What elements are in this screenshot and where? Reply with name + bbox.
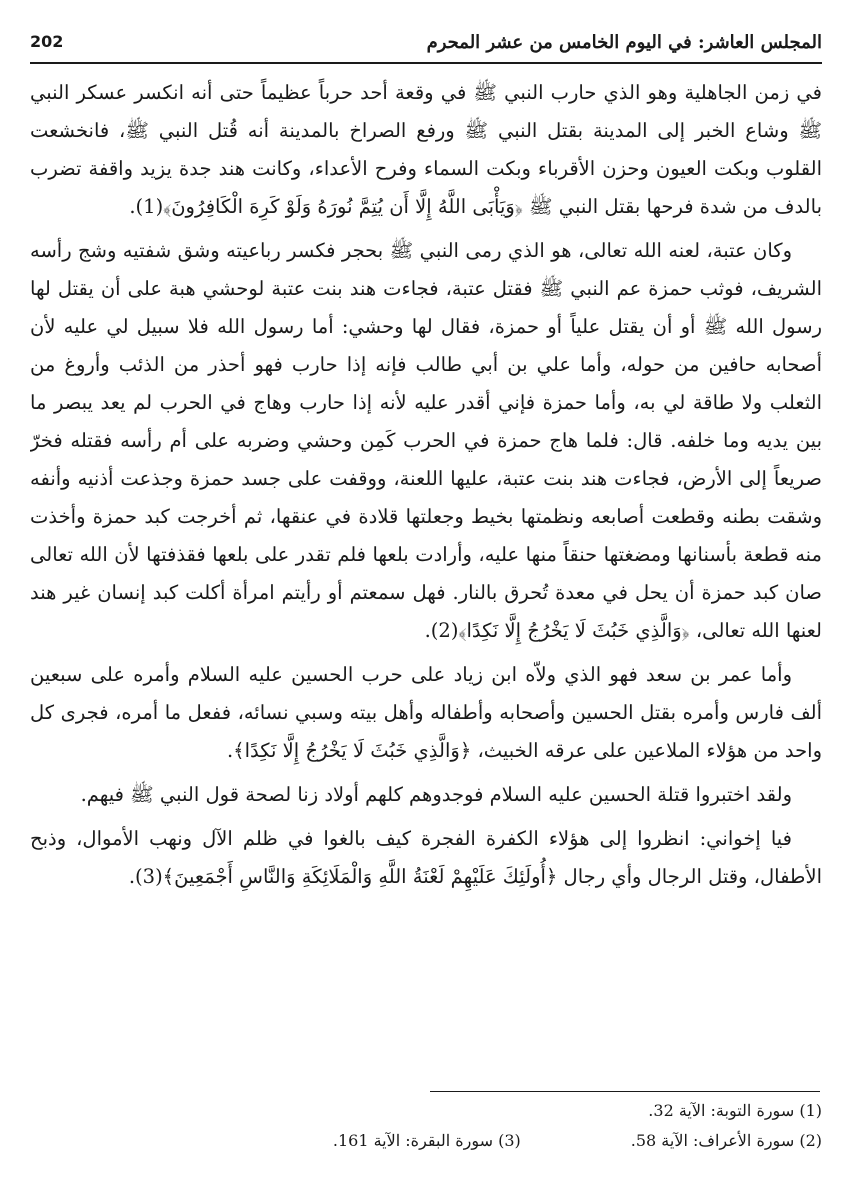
page-number: 202 <box>30 32 64 51</box>
footnotes <box>30 1096 822 1156</box>
running-title: المجلس العاشر: في اليوم الخامس من عشر المحرم <box>426 32 822 53</box>
main-text <box>30 74 822 1084</box>
page-header <box>30 32 822 60</box>
paragraph: في زمن الجاهلية وهو الذي حارب النبي ﷺ في وقعة أحد حرباً عظيماً حتى أنه انكسر عسكر النبي ﷺ وشاع الخبر إلى المدينة بقتل النبي ﷺ ورفع الصراخ بالمدينة أنه قُتل النبي ﷺ، فانخشعت القلوب وبكت العيون وحزن الأقرباء وبكت السماء وفرح الأعداء، وكانت هند جدة يزيد واقفة تضرب بالدف من شدة فرحها بقتل النبي ﷺ ﴿وَيَأْبَى اللَّهُ إِلَّا أَن يُتِمَّ نُورَهُ وَلَوْ كَرِهَ الْكَافِرُونَ﴾(1). <box>30 81 822 218</box>
header-divider <box>30 62 822 64</box>
paragraph: ولقد اختبروا قتلة الحسين عليه السلام فوجدوهم كلهم أولاد زنا لصحة قول النبي ﷺ فيهم. <box>80 783 792 806</box>
paragraph: فيا إخواني: انظروا إلى هؤلاء الكفرة الفجرة كيف بالغوا في ظلم الآل ونهب الأموال، وذبح الأطفال، وقتل الرجال وأي رجال ﴿أُولَئِكَ عَلَيْهِمْ لَعْنَةُ اللَّهِ وَالْمَلَائِكَةِ وَالنَّاسِ أَجْمَعِينَ﴾(3). <box>30 827 822 888</box>
paragraph: وكان عتبة، لعنه الله تعالى، هو الذي رمى النبي ﷺ بحجر فكسر رباعيته وشق شفتيه وشج رأسه الشريف، فوثب حمزة عم النبي ﷺ فقتل عتبة، فجاءت هند بنت عتبة لوحشي هبة على أن يقتل لها رسول الله ﷺ أو أن يقتل علياً أو حمزة، فقال لها وحشي: أما رسول الله فلا سبيل لي عليه لأن أصحابه حافين من حوله، وأما علي بن أبي طالب فإنه إذا حارب فهو أحذر من الذئب وأروغ من الثعلب ولا طاقة لي به، وأما حمزة فإني أقدر عليه لأنه إذا حارب وهاج في الحرب لم يعد يبصر ما بين يديه وما خلفه. قال: فلما هاج حمزة في الحرب كَمِن وحشي وضربه على أم رأسه فقتله فخرّ صريعاً إلى الأرض، فجاءت هند بنت عتبة، عليها اللعنة، ووقفت على جسد حمزة وجذعت أذنيه وأنفه وشقت بطنه وقطعت أصابعه ونظمتها بخيط وجعلتها قلادة في عنقها، ثم أخرجت كبد حمزة وأخذت منه قطعة بأسنانها ومضغتها حنقاً منها عليه، وأرادت بلعها فلم تقدر على بلعها فقذفتها لأن الله تعالى صان كبد حمزة أن يحل في معدة تُحرق بالنار. فهل سمعتم أو رأيتم امرأة أكلت كبد إنسان غير هند لعنها الله تعالى، ﴿وَالَّذِي خَبُثَ لَا يَخْرُجُ إِلَّا نَكِدًا﴾(2). <box>30 239 822 642</box>
footnote: (3) سورة البقرة: الآية 161. <box>332 1131 521 1150</box>
paragraph: وأما عمر بن سعد فهو الذي ولاّه ابن زياد على حرب الحسين عليه السلام وأمره على سبعين ألف فارس وأمره بقتل الحسين وأصحابه وأطفاله وأهل بيته وسبي نسائه، ففعل ما أمره، فجرى كل واحد من هؤلاء الملاعين على عرقه الخبيث، ﴿وَالَّذِي خَبُثَ لَا يَخْرُجُ إِلَّا نَكِدًا﴾. <box>30 663 822 762</box>
footnote-divider <box>430 1091 820 1092</box>
footnote: (2) سورة الأعراف: الآية 58. <box>630 1131 822 1150</box>
footnote: (1) سورة التوبة: الآية 32. <box>648 1101 822 1120</box>
